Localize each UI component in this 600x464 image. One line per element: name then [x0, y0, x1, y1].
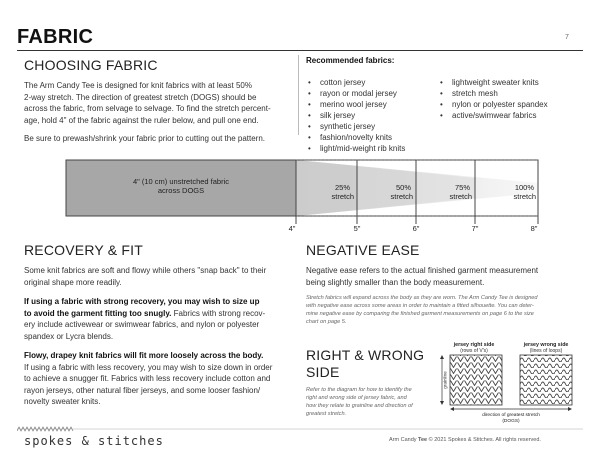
list-item: • rayon or modal jersey — [308, 88, 405, 99]
right-wrong-heading: RIGHT & WRONG SIDE — [306, 347, 425, 380]
choosing-fabric-text: The Arm Candy Tee is designed for knit fabrics with at least 50% 2-way stretch. The direction of greatest stretch (DOGS) should be across the fabric, from selvage to selvage. To find the stretch percent- age, hold 4" of the fabric against the ruler below, and pull one end. Be sure to prewash/shrink your fabric prior to cutting out the pattern. — [24, 81, 271, 143]
stretch-75-word: stretch — [449, 192, 472, 201]
dogs-label-line-1: direction of greatest stretch — [482, 413, 540, 418]
page-number: 7 — [565, 34, 569, 41]
inch-label-8: 8" — [530, 224, 538, 233]
inch-label-4: 4" — [288, 224, 296, 233]
list-item: • merino wool jersey — [308, 99, 405, 110]
jersey-wrong-side-swatch — [520, 355, 572, 405]
inch-label-7: 7" — [471, 224, 479, 233]
list-item: • cotton jersey — [308, 77, 405, 88]
recommended-list-1 — [308, 77, 405, 154]
recovery-fit-heading: RECOVERY & FIT — [24, 242, 143, 258]
wrong-side-sublabel: (lines of loops) — [529, 348, 563, 354]
list-item: • lightweight sweater knits — [440, 77, 548, 88]
list-item: • synthetic jersey — [308, 121, 405, 132]
right-side-sublabel: (rows of V's) — [460, 348, 488, 354]
recommended-title: Recommended fabrics: — [306, 56, 395, 65]
inch-label-5: 5" — [353, 224, 361, 233]
list-item: • fashion/novelty knits — [308, 132, 405, 143]
stretch-25-word: stretch — [331, 192, 354, 201]
choosing-fabric-heading: CHOOSING FABRIC — [24, 57, 158, 73]
stretch-ruler — [0, 150, 600, 236]
footer-zigzag-rule — [17, 426, 583, 432]
jersey-diagram — [436, 338, 586, 428]
recovery-fit-text: Some knit fabrics are soft and flowy while others "snap back" to their original shape more readily. If using a fabric with strong recovery, you may wish to size up to avoid the garment fitting too snugly. Fabrics with strong recov- ery include activewear or swimwear fabrics, and nylon or polyester spandex or Lycra blends. Flowy, drapey knit fabrics will fit more loosely across the body. If using a fabric with less recovery, you may wish to size down in order to achieve a snugger fit. Fabrics with less recovery include cotton and rayon jerseys, other natural fiber jerseys, and some looser fashion/ novelty sweater knits. — [24, 266, 273, 406]
right-wrong-note: Refer to the diagram for how to identify the right and wrong side of jersey fabric, and how they relate to grainline and direction of greatest stretch. — [306, 387, 413, 417]
page-title: FABRIC — [17, 26, 94, 48]
list-item: • light/mid-weight rib knits — [308, 143, 405, 154]
stretch-100-word: stretch — [513, 192, 536, 201]
stretch-50-pct: 50% — [395, 183, 411, 192]
brand-logo: spokes & stitches — [24, 434, 164, 448]
list-item: • active/swimwear fabrics — [440, 110, 548, 121]
jersey-right-side-swatch — [450, 355, 502, 405]
list-item: • silk jersey — [308, 110, 405, 121]
negative-ease-heading: NEGATIVE EASE — [306, 242, 420, 258]
negative-ease-text: Negative ease refers to the actual finished garment measurement being slightly smaller than the body measurement. — [306, 266, 539, 287]
stretch-75-pct: 75% — [454, 183, 470, 192]
list-item: • nylon or polyester spandex — [440, 99, 548, 110]
list-item: • stretch mesh — [440, 88, 548, 99]
stretch-100-pct: 100% — [514, 183, 534, 192]
wrong-side-label: jersey wrong side — [523, 342, 569, 348]
right-side-label: jersey right side — [453, 342, 495, 348]
negative-ease-note: Stretch fabrics will expand across the body as they are worn. The Arm Candy Tee is designed with negative ease across some areas in order to maintain a fitted silhouette. You can deter- mine negative ease by comparing the finished garment measurements on page 6 to the size chart on page 5. — [306, 295, 538, 325]
stretch-50-word: stretch — [390, 192, 413, 201]
box-label-line-2: across DOGS — [157, 186, 205, 195]
copyright: Arm Candy Tee © 2021 Spokes & Stitches. All rights reserved. — [389, 437, 541, 443]
recommended-list-2 — [440, 77, 548, 121]
inch-label-6: 6" — [412, 224, 420, 233]
column-divider — [298, 55, 299, 135]
header-rule — [17, 50, 583, 51]
stretch-25-pct: 25% — [334, 183, 350, 192]
grainline-label: grainline — [442, 371, 448, 389]
dogs-label-line-2: (DOGS) — [502, 419, 520, 424]
box-label-line-1: 4" (10 cm) unstretched fabric — [132, 177, 230, 186]
